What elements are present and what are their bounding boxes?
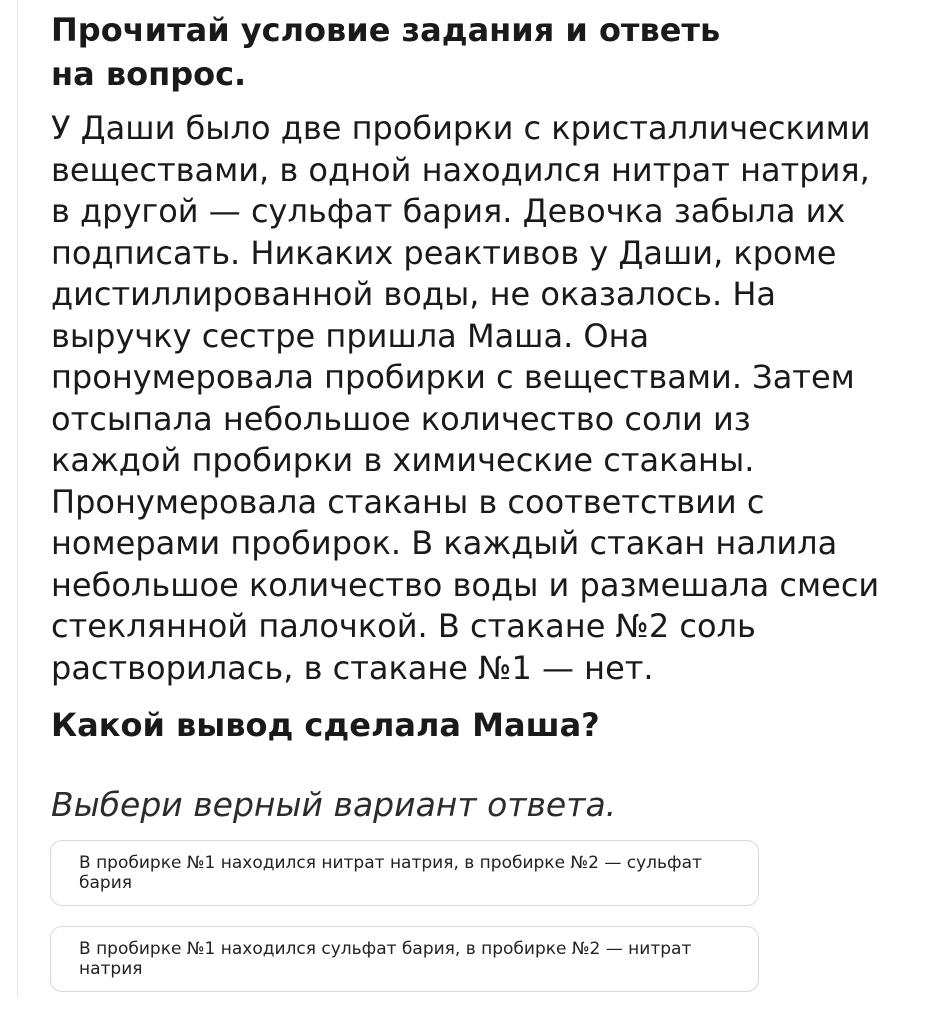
task-question: Какой вывод сделала Маша? [51, 706, 600, 744]
left-border-line [17, 0, 18, 998]
task-heading: Прочитай условие задания и ответь на вопрос. [51, 11, 721, 93]
task-content [51, 8, 911, 827]
task-description: У Даши было две пробирки с кристаллическими веществами, в одной находился нитрат натрия, в другой — сульфат бария. Девочка забыла их подписать. Никаких реактивов у Даши, кроме дистиллированной воды, не оказалось. На выручку сестре пришла Маша. Она пронумеровала пробирки с веществами. Затем отсыпала небольшое количество соли из каждой пробирки в химические стаканы. Пронумеровала стаканы в соответствии с номерами пробирок. В каждый стакан налила небольшое количество воды и размешала смеси стеклянной палочкой. В стакане №2 соль растворилась, в стакане №1 — нет. [51, 109, 880, 687]
answer-options [50, 840, 759, 1012]
answer-instruction: Выбери верный вариант ответа. [51, 785, 617, 824]
answer-option-2[interactable]: В пробирке №1 находился сульфат бария, в пробирке №2 — нитрат натрия [50, 926, 759, 992]
answer-option-1[interactable]: В пробирке №1 находился нитрат натрия, в пробирке №2 — сульфат бария [50, 840, 759, 906]
